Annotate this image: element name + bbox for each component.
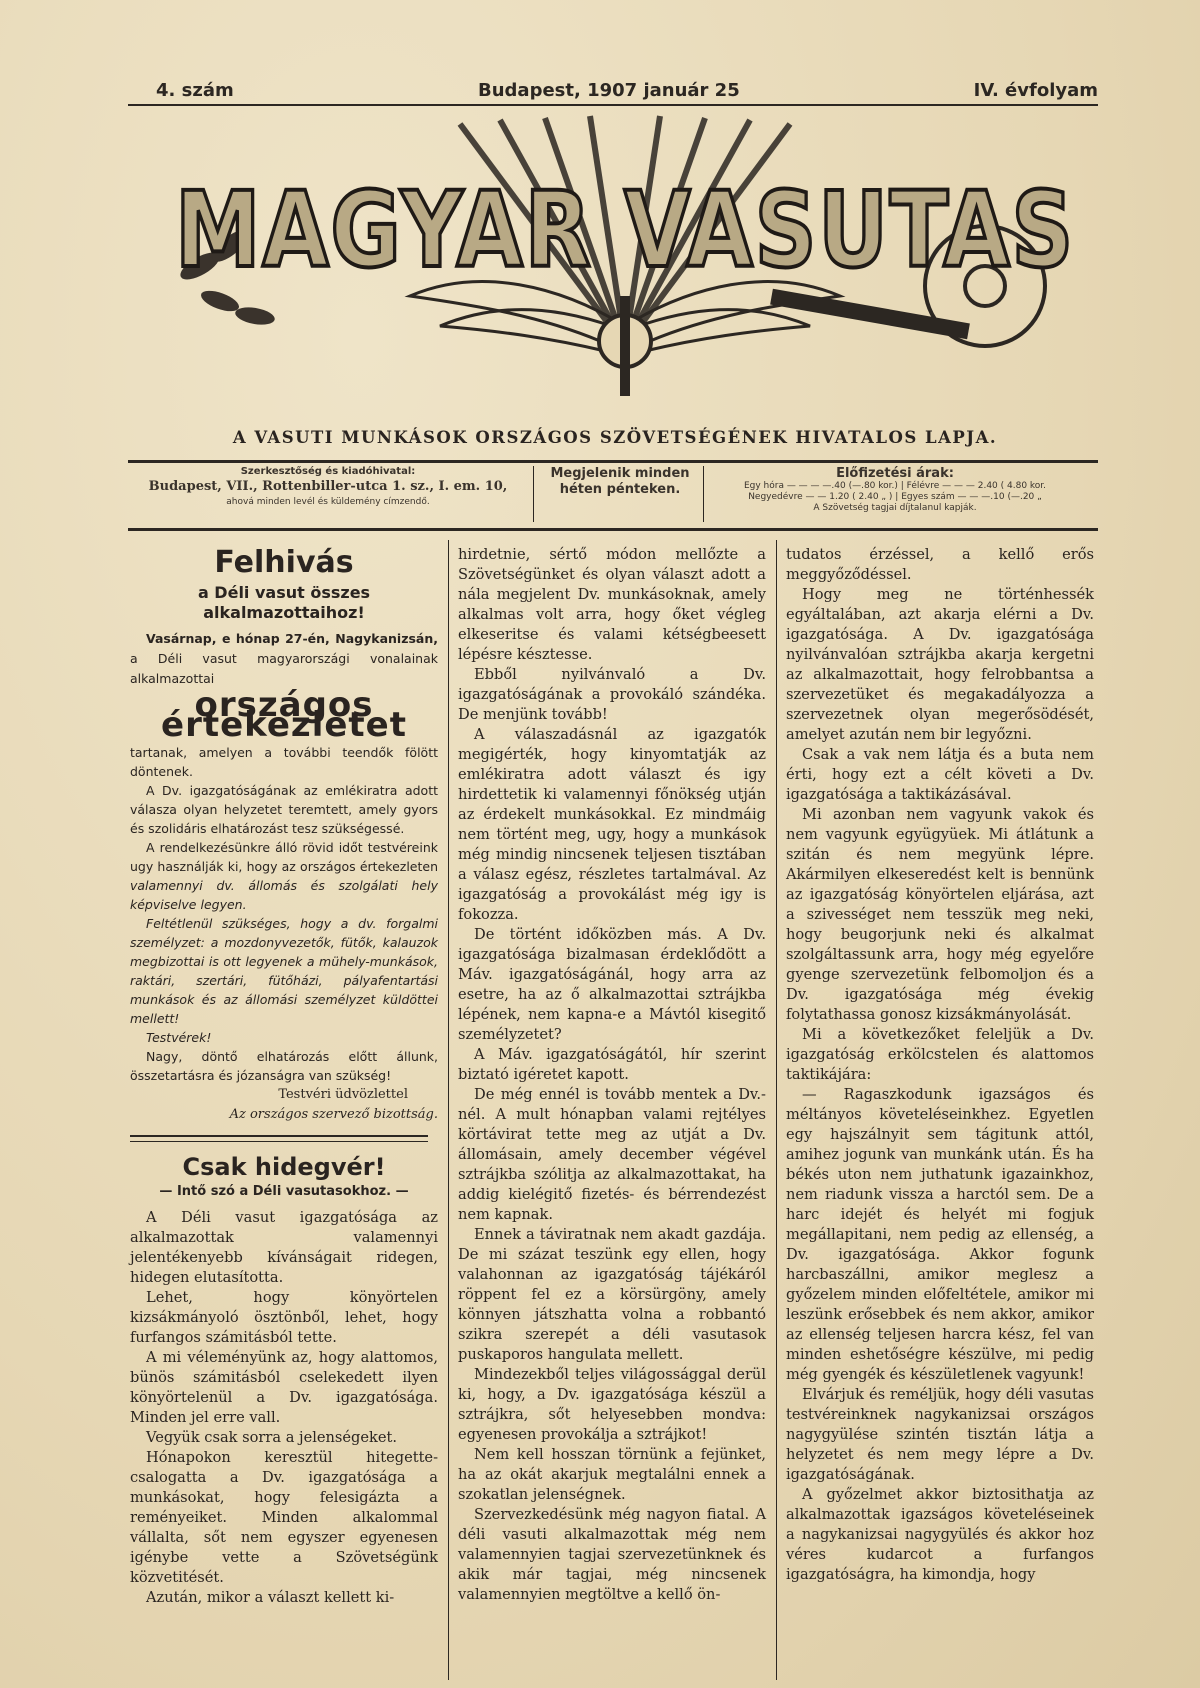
paragraph: Ebből nyilvánvaló a Dv. igazgatóságának a provokáló szándéka. De menjünk tovább! [458,666,766,723]
paragraph: A válaszadásnál az igazgatók megigérték, hogy kinyomtatják az emlékiratra adott választ és igy hirdettetik ki valamennyi főnökség utján az érdekelt munkásokkal. Ez mindmáig nem történt meg, ugy, hogy a munkások még mindig nincsenek teljesen tisztában a válasz egész, részletes tartalmával. Az igazgatóság a provokálást még igy is fokozza. [458,726,766,923]
paragraph: Hogy meg ne történhessék egyáltalában, azt akarja elérni a Dv. igazgatósága. A Dv. igazgatósága nyilvánvalóan sztrájkba akarja kergetni az alkalmazottait, hogy felrobbantsa a szervezetüket és megakadályozza a szervezetnek olyan megerősödését, amelyet azután nem bir legyőzni. [786,586,1094,743]
issue-number: 4. szám [156,80,234,101]
article-1-p4: Feltétlenül szükséges, hogy a dv. forgalmi személyzet: a mozdonyvezetők, fütők, kalauzok megbizottai is ott legyenek a mühely-munkások, raktári, szertári, fütőházi, pályafentartási munkások és az állomási személyzet küldöttei mellett! [130,916,438,1026]
article-2-title: Csak hidegvér! [182,1153,386,1181]
paragraph: Azután, mikor a választ kellett ki- [146,1589,395,1606]
header-rule [128,104,1098,106]
office-label: Szerkesztőség és kiadóhivatal: [240,466,416,477]
paragraph: Mi azonban nem vagyunk vakok és nem vagyunk együgyüek. Mi átlátunk a szitán és nem megyünk lépre. Akármilyen elkeseredést kelt is bennünk az igazgatóság könyörtelen eljárása, azt a szivességet nem tesszük meg neki, hogy beugorjunk neki és alkalmat szolgáltassunk arra, hogy még egyelőre gyenge szervezetünk felbomoljon és a Dv. igazgatósága még évekig folytathassa gonosz kizsákmányolását. [786,806,1094,1023]
prices-label: Előfizetési árak: [836,466,954,481]
article-2-subtitle: — Intő szó a Déli vasutasokhoz. — [159,1184,409,1199]
column-divider-2 [776,540,777,1680]
article-1-signature: Az országos szervező bizottság. [229,1107,438,1122]
column-2 [458,545,766,1605]
article-separator [130,1135,428,1142]
paragraph: Hónapokon keresztül hitegette-csalogatta a Dv. igazgatósága a munkásokat, hogy felesigázta a reményeiket. Minden alkalommal vállalta, sőt nem egyszer egyenesen igénybe vette a Szövetségünk közvetitését. [130,1449,438,1586]
column-3-body [786,545,1094,1585]
issue-date: Budapest, 1907 január 25 [478,80,740,101]
info-top-rule [128,460,1098,463]
office-address: Budapest, VII., Rottenbiller-utca 1. sz., I. em. 10, [148,479,508,494]
info-divider-1 [533,466,534,522]
subscription-prices [700,466,1090,514]
paragraph: Csak a vak nem látja és a buta nem érti, hogy ezt a célt követi a Dv. igazgatósága a taktikázásával. [786,746,1094,803]
article-1-p5: Testvérek! [146,1030,212,1045]
prices-note: A Szövetség tagjai díjtalanul kapják. [813,503,977,513]
article-1-p6: Nagy, döntő elhatározás előtt állunk, összetartásra és józanságra van szükség! [130,1049,438,1083]
article-1-intro: Vasárnap, e hónap 27-én, Nagykanizsán, a Déli vasut magyarországi vonalainak alkalmazottai [130,631,438,686]
paragraph: Szervezkedésünk még nagyon fiatal. A déli vasuti alkalmazottak még nem valamennyien tagjai szervezetünknek és akik már tagjai, még nincsenek valamennyien megtöltve a kellő ön- [458,1506,766,1603]
paragraph: Nem kell hosszan törnünk a fejünket, ha az okát akarjuk megtalálni ennek a szokatlan jelenségnek. [458,1446,766,1503]
article-2-body [130,1208,438,1608]
article-1-greeting: Testvéri üdvözlettel [278,1087,408,1102]
article-1-p1: tartanak, amelyen a további teendők fölött döntenek. [130,745,438,779]
volume-label: IV. évfolyam [973,80,1098,101]
info-bottom-rule [128,528,1098,531]
office-note: ahová minden levél és küldemény címzendő. [226,497,430,507]
paragraph: Vegyük csak sorra a jelenségeket. [146,1429,398,1446]
paragraph: Ennek a táviratnak nem akadt gazdája. De mi százat teszünk egy ellen, hogy valahonnan az igazgatóság tájékáról röppent fel ez a körsürgöny, amely könnyen játszhatta volna a robbantó szikra szerepét a déli vasutasok puskaporos hangulata mellett. [458,1226,766,1363]
paragraph: Lehet, hogy könyörtelen kizsákmányoló ösztönből, lehet, hogy furfangos számitásból tette. [130,1289,438,1346]
column-divider-1 [448,540,449,1680]
paragraph: Mindezekből teljes világossággal derül ki, hogy, a Dv. igazgatósága készül a sztrájkra, sőt helyesebben mondva: egyenesen provokálja a sztrájkot! [458,1366,766,1443]
paragraph: A mi véleményünk az, hogy alattomos, bünös számitásból cselekedett ilyen könyörtelenül a Dv. igazgatósága. Minden jel erre vall. [130,1349,438,1426]
paragraph: De még ennél is tovább mentek a Dv.-nél. A mult hónapban valami rejtélyes körtávirat tette meg az utját a Dv. állomásain, amely december végével sztrájkba szólitja az alkalmazottakat, ha addig kielégitő fizetés- és bérrendezést nem kapnak. [458,1086,766,1223]
winged-wheel-logo [160,116,1090,408]
paragraph: De történt időközben más. A Dv. igazgatósága bizalmasan érdeklődött a Máv. igazgatóságánál, hogy arra az esetre, ha az ő alkalmazottai sztrájkba lépének, nem kapna-e a Mávtól kisegitő személyzetet? [458,926,766,1043]
column-3 [786,545,1094,1585]
paragraph: A Déli vasut igazgatósága az alkalmazottak valamennyi jelentékenyebb kívánságait ridegen, hidegen elutasította. [130,1209,438,1286]
prices-row-2: Negyedévre — — 1.20 ( 2.40 „ ) | Egyes szám — — —.10 (—.20 „ [748,492,1042,502]
article-1-p2: A Dv. igazgatóságának az emlékiratra adott válasza olyan helyzetet teremtett, amely gyors és szolidáris elhatározást tesz szükségessé. [130,783,438,836]
column-1 [130,545,438,1608]
paragraph: tudatos érzéssel, a kellő erős meggyőződéssel. [786,546,1094,583]
column-2-body [458,545,766,1605]
article-1-big-heading: országos értekezletet [161,685,407,745]
paragraph: — Ragaszkodunk igazságos és méltányos követeléseinkhez. Egyetlen egy hajszálnyit sem tágitunk attól, amihez jogunk van munkánk után. És ha békés uton nem juthatunk igazainkhoz, nem riadunk vissza a harctól sem. De a harc idejét és helyét mi fogjuk megállapitani, nem pedig az ellenség, a Dv. igazgatósága. Akkor fogunk harcbaszállni, amikor meglesz a győzelem minden előfeltétele, amikor mi leszünk erősebbek és nem akkor, amikor az ellenség teljesen harcra kész, fel van minden eshetőségre készülve, mi pedig még gyengék és készületlenek vagyunk! [786,1086,1094,1383]
issue-header [128,80,1098,104]
editorial-office-info [128,466,528,507]
paragraph: hirdetnie, sértő módon mellőzte a Szövetségünket és olyan választ adott a nála megjelent Dv. munkásoknak, amely alkalmas volt arra, hogy őket végleg elkeseritse és valami kétségbeesett lépésre késztesse. [458,546,766,663]
article-1-subtitle: a Déli vasut összes alkalmazottaihoz! [197,583,371,622]
masthead-subtitle: A VASUTI MUNKÁSOK ORSZÁGOS SZÖVETSÉGÉNEK HIVATALOS LAPJA. [232,428,998,447]
article-1-title: Felhivás [214,545,354,580]
paragraph: A Máv. igazgatóságától, hír szerint biztató igéretet kapott. [458,1046,766,1083]
publication-info [540,466,700,498]
masthead-title: MAGYAR VASUTAS [175,169,1075,291]
masthead-logo [160,116,1090,408]
paragraph: Mi a következőket feleljük a Dv. igazgatóság erkölcstelen és alattomos taktikájára: [786,1026,1094,1083]
publication-schedule: Megjelenik minden héten pénteken. [550,466,690,497]
prices-row-1: Egy hóra — — — —.40 (—.80 kor.) | Félévre — — — 2.40 ( 4.80 kor. [743,481,1047,491]
paragraph: A győzelmet akkor biztosithatja az alkalmazottak igazságos követeléseinek a nagykanizsai nagygyülés és akkor hoz véres kudarcot a furfangos igazgatóságra, ha kimondja, hogy [786,1486,1094,1583]
article-1-p3: A rendelkezésünkre álló rövid időt testvéreink ugy használják ki, hogy az országos értekezleten valamennyi dv. állomás és szolgálati hely képviselve legyen. [130,840,438,912]
paragraph: Elvárjuk és reméljük, hogy déli vasutas testvéreinknek nagykanizsai országos nagygyülése szintén tisztán látja a helyzetet és nem megy lépre a Dv. igazgatóságának. [786,1386,1094,1483]
